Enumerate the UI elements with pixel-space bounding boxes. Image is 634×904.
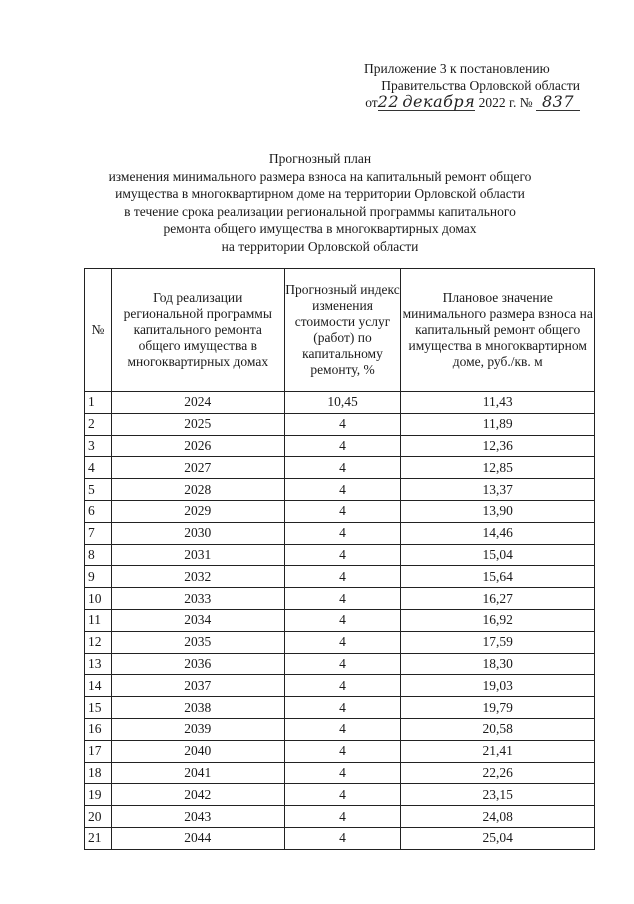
row-index: 4 [284,479,401,501]
row-index: 4 [284,653,401,675]
table-row [85,784,595,806]
row-index: 4 [284,413,401,435]
table-header-row [85,269,595,392]
row-number: 14 [85,675,112,697]
row-value: 13,90 [401,500,595,522]
row-number: 17 [85,740,112,762]
row-value: 18,30 [401,653,595,675]
row-value: 15,64 [401,566,595,588]
row-value: 12,85 [401,457,595,479]
row-value: 19,03 [401,675,595,697]
row-year: 2027 [111,457,284,479]
table-row [85,631,595,653]
table-row [85,718,595,740]
row-number: 15 [85,697,112,719]
row-year: 2037 [111,675,284,697]
from-prefix: от [365,95,378,110]
row-year: 2033 [111,588,284,610]
row-number: 13 [85,653,112,675]
row-index: 4 [284,609,401,631]
table-row [85,740,595,762]
row-index: 4 [284,457,401,479]
row-index: 4 [284,784,401,806]
row-year: 2024 [111,392,284,414]
table-row [85,544,595,566]
row-year: 2025 [111,413,284,435]
table-row [85,522,595,544]
attachment-line-2: Правительства Орловской области [381,78,580,93]
table-row [85,675,595,697]
row-index: 4 [284,588,401,610]
title-line-1: Прогнозный план [268,151,372,166]
row-index: 4 [284,522,401,544]
row-index: 4 [284,806,401,828]
document-title [70,150,570,256]
row-index: 4 [284,500,401,522]
row-number: 6 [85,500,112,522]
row-value: 20,58 [401,718,595,740]
row-value: 17,59 [401,631,595,653]
row-value: 11,43 [401,392,595,414]
row-index: 4 [284,697,401,719]
table-row [85,806,595,828]
title-line-4: в течение срока реализации региональной программы капитального [124,203,516,219]
row-value: 16,92 [401,609,595,631]
table-row [85,653,595,675]
row-year: 2043 [111,806,284,828]
table-row [85,457,595,479]
row-number: 7 [85,522,112,544]
row-year: 2036 [111,653,284,675]
row-index: 4 [284,762,401,784]
row-number: 4 [85,457,112,479]
table-row [85,479,595,501]
row-value: 25,04 [401,827,595,849]
header-planned-value: Плановое значение минимального размера взноса на капитальный ремонт общего имущества в многоквартирном доме, руб./кв. м [401,269,595,392]
row-value: 13,37 [401,479,595,501]
row-number: 21 [85,827,112,849]
handwritten-number: 837 [541,92,575,111]
row-number: 9 [85,566,112,588]
row-number: 19 [85,784,112,806]
row-index: 4 [284,631,401,653]
row-year: 2030 [111,522,284,544]
row-number: 20 [85,806,112,828]
table-row [85,566,595,588]
row-value: 21,41 [401,740,595,762]
row-value: 14,46 [401,522,595,544]
row-year: 2042 [111,784,284,806]
row-value: 24,08 [401,806,595,828]
row-number: 12 [85,631,112,653]
forecast-table [84,268,595,850]
attachment-header [340,60,580,111]
row-number: 16 [85,718,112,740]
row-year: 2039 [111,718,284,740]
row-year: 2028 [111,479,284,501]
row-year: 2032 [111,566,284,588]
row-value: 16,27 [401,588,595,610]
table-row [85,609,595,631]
row-index: 4 [284,675,401,697]
table-row [85,500,595,522]
row-year: 2034 [111,609,284,631]
table-row [85,413,595,435]
row-value: 12,36 [401,435,595,457]
row-index: 4 [284,718,401,740]
row-year: 2044 [111,827,284,849]
row-number: 1 [85,392,112,414]
row-value: 19,79 [401,697,595,719]
row-number: 18 [85,762,112,784]
handwritten-month: декабря [402,92,476,111]
row-number: 3 [85,435,112,457]
row-year: 2029 [111,500,284,522]
row-index: 4 [284,827,401,849]
row-year: 2040 [111,740,284,762]
row-value: 11,89 [401,413,595,435]
title-line-2: изменения минимального размера взноса на капитальный ремонт общего [108,168,532,184]
attachment-date-line [340,94,580,111]
row-number: 8 [85,544,112,566]
row-value: 22,26 [401,762,595,784]
row-year: 2031 [111,544,284,566]
row-number: 2 [85,413,112,435]
row-value: 15,04 [401,544,595,566]
row-number: 5 [85,479,112,501]
row-index: 4 [284,740,401,762]
row-year: 2035 [111,631,284,653]
row-index: 4 [284,435,401,457]
table-body [85,392,595,850]
year-text: 2022 г. № [478,95,533,110]
row-year: 2038 [111,697,284,719]
row-number: 11 [85,609,112,631]
title-line-6: на территории Орловской области [221,238,419,254]
row-year: 2041 [111,762,284,784]
row-index: 4 [284,566,401,588]
row-value: 23,15 [401,784,595,806]
title-line-3: имущества в многоквартирном доме на территории Орловской области [115,186,525,202]
row-year: 2026 [111,435,284,457]
header-number: № [85,269,112,392]
table-row [85,827,595,849]
row-number: 10 [85,588,112,610]
row-index: 10,45 [284,392,401,414]
table-row [85,762,595,784]
row-index: 4 [284,544,401,566]
table-row [85,588,595,610]
title-line-5: ремонта общего имущества в многоквартирных домах [163,221,477,237]
attachment-line-1: Приложение 3 к постановлению [364,61,550,76]
table-row [85,697,595,719]
table-row [85,392,595,414]
header-year: Год реализации региональной программы капитального ремонта общего имущества в многоквартирных домах [111,269,284,392]
handwritten-day: 22 [377,92,400,111]
header-index: Прогнозный индекс изменения стоимости услуг (работ) по капитальному ремонту, % [284,269,401,392]
table-row [85,435,595,457]
